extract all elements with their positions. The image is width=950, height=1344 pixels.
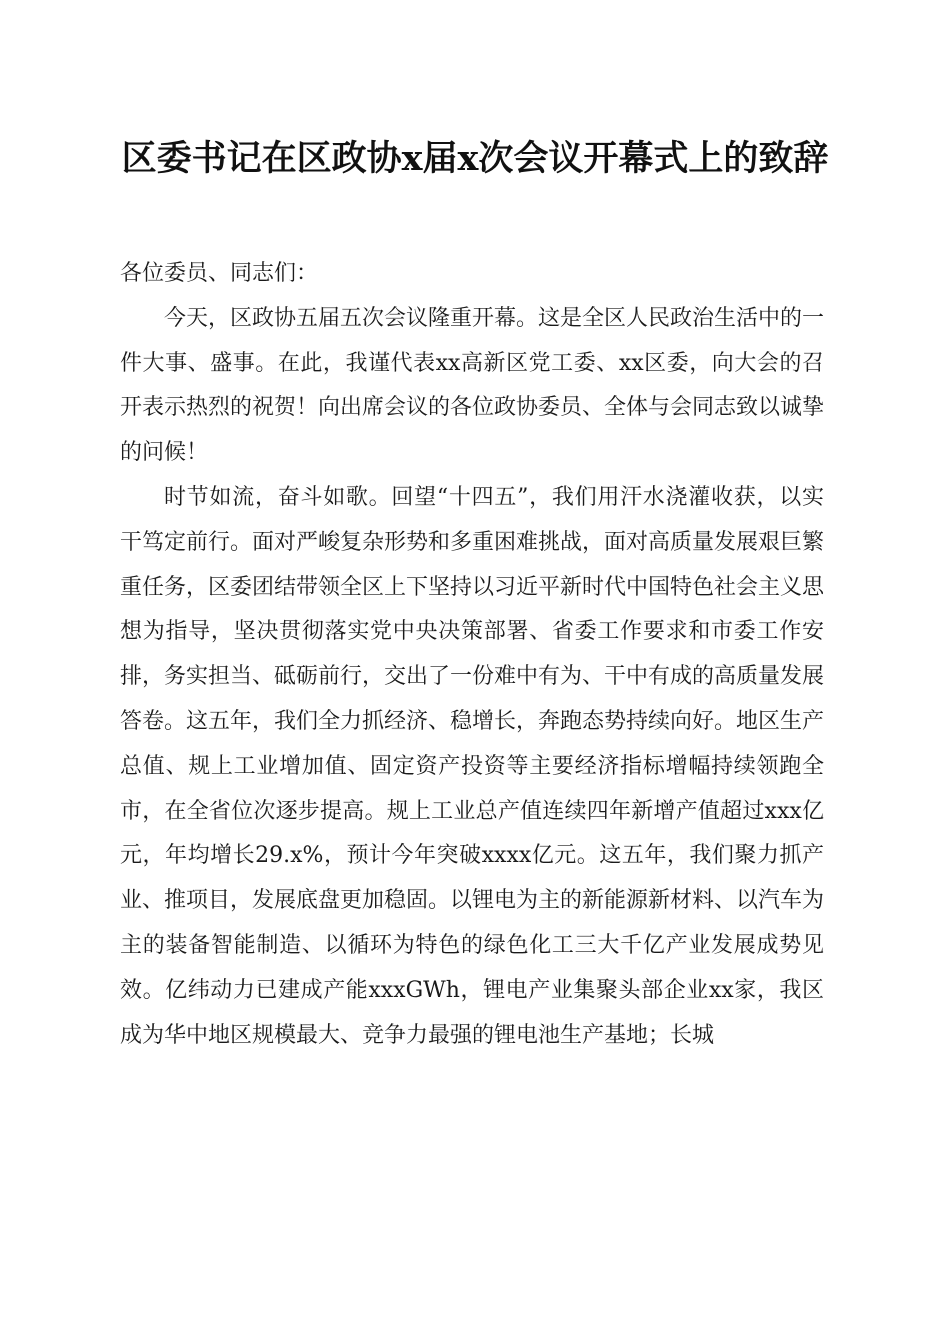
paragraph-review: 时节如流，奋斗如歌。回望“十四五”，我们用汗水浇灌收获，以实干笃定前行。面对严峻复杂形势和多重困难挑战，面对高质量发展艰巨繁重任务，区委团结带领全区上下坚持以习近平新时代中国特色社会主义思想为指导，坚决贯彻落实党中央决策部署、省委工作要求和市委工作安排，务实担当、砥砺前行，交出了一份难中有为、干中有成的高质量发展答卷。这五年，我们全力抓经济、稳增长，奔跑态势持续向好。地区生产总值、规上工业增加值、固定资产投资等主要经济指标增幅持续领跑全市，在全省位次逐步提高。规上工业总产值连续四年新增产值超过xxx亿元，年均增长29.x%，预计今年突破xxxx亿元。这五年，我们聚力抓产业、推项目，发展底盘更加稳固。以锂电为主的新能源新材料、以汽车为主的装备智能制造、以循环为特色的绿色化工三大千亿产业发展成势见效。亿纬动力已建成产能xxxGWh，锂电产业集聚头部企业xx家，我区成为华中地区规模最大、竞争力最强的锂电池生产基地；长城 — [120, 484, 825, 1048]
salutation: 各位委员、同志们： — [120, 261, 319, 286]
paragraph-opening: 今天，区政协五届五次会议隆重开幕。这是全区人民政治生活中的一件大事、盛事。在此，我谨代表xx高新区党工委、xx区委，向大会的召开表示热烈的祝贺！向出席会议的各位政协委员、全体与会同志致以诚挚的问候！ — [120, 305, 825, 466]
document-title: 区委书记在区政协x届x次会议开幕式上的致辞 — [121, 138, 829, 179]
document-body — [120, 252, 824, 1058]
